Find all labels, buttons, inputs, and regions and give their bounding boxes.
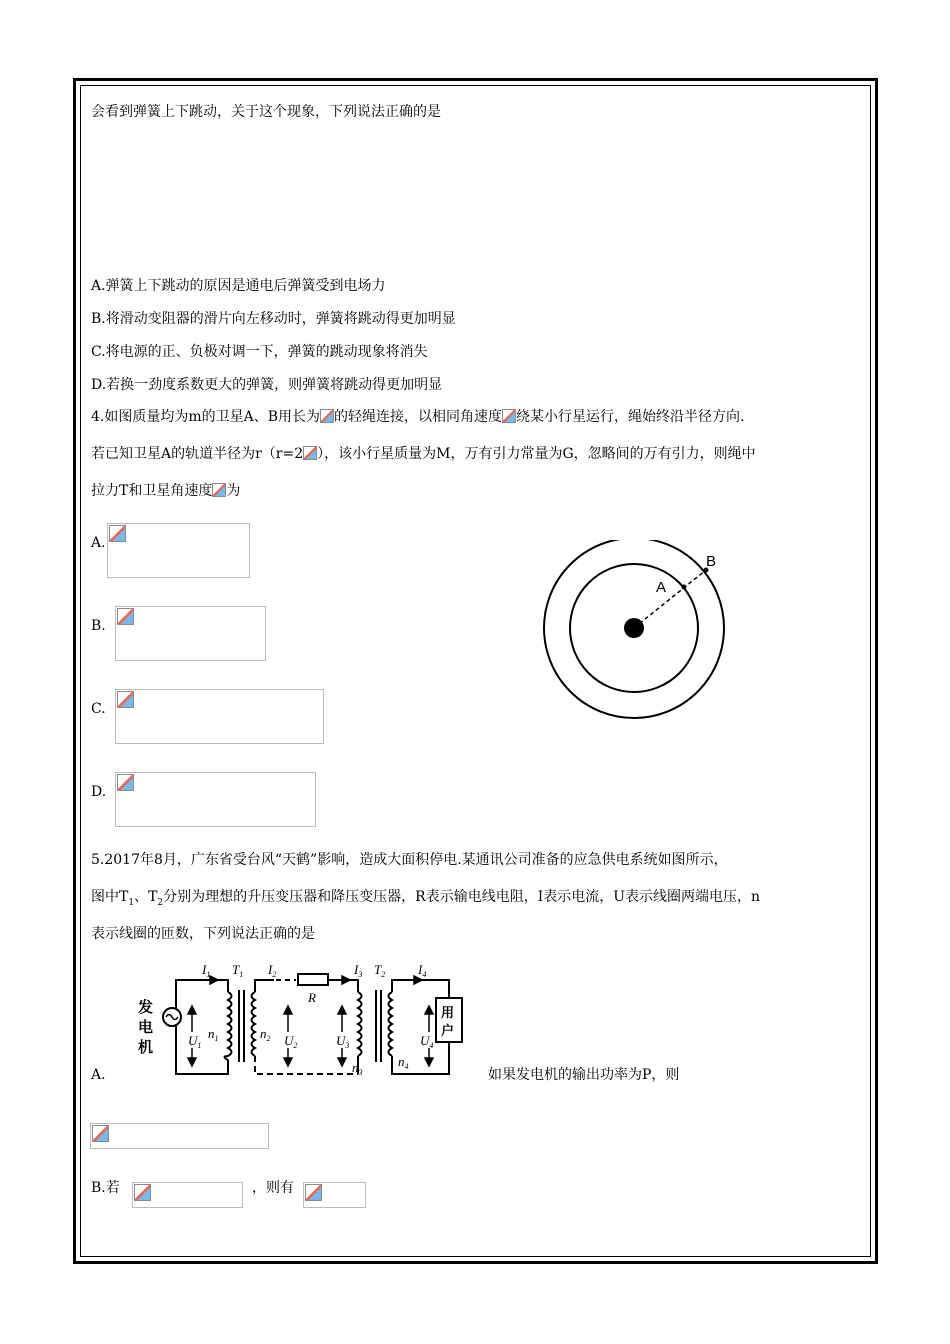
label-a: A [656,579,667,596]
q4-text: 为 [226,483,241,499]
q5-option-a-formula [90,1123,269,1149]
q5-option-a-label: A. [91,1067,106,1083]
broken-image-icon [92,1125,109,1142]
q4-option-c-label: C. [91,701,106,717]
q5-option-b-label: B.若 [91,1180,120,1196]
ac-source-icon [166,1015,178,1020]
q4-option-d-formula [115,772,316,827]
q3-stem: 会看到弹簧上下跳动，关于这个现象，下列说法正确的是 [91,104,441,120]
q4-option-d-label: D. [91,784,107,800]
q4-text: 绕某小行星运行，绳始终沿半径方向. [516,409,745,425]
satellite-a [682,585,687,590]
broken-image-icon [305,1184,322,1201]
q5-stem-line1: 5.2017年8月，广东省受台风“天鹤”影响，造成大面积停电.某通讯公司准备的应急供电系统如图所示， [91,852,728,868]
generator-label: 电 [138,1018,154,1036]
q4-stem-line1 [91,407,744,427]
q5-sub: 1 [128,897,135,908]
formula-image-icon [212,483,226,497]
i4-label: $I_4$ [418,962,427,979]
user-label: 用 [441,1006,455,1021]
broken-image-icon [117,608,134,625]
q3-option-a: A.弹簧上下跳动的原因是通电后弹簧受到电场力 [91,278,386,294]
label-b: B [706,553,717,570]
formula-image-icon [502,409,516,423]
n1-label: $n_1$ [208,1026,219,1043]
q4-option-b-formula [115,606,266,661]
generator-label: 机 [138,1038,154,1056]
q5-sub: 2 [157,897,164,908]
t1-label: $T_1$ [232,962,244,979]
q4-text: ），该小行星质量为M，万有引力常量为G，忽略间的万有引力，则绳中 [317,446,756,462]
user-label: 户 [441,1024,455,1039]
q4-option-a-formula [107,523,250,578]
q5-option-a-text: 如果发电机的输出功率为P，则 [488,1067,680,1083]
q4-text: 4.如图质量均为m的卫星A、B用长为 [91,409,321,425]
broken-image-icon [134,1184,151,1201]
q3-option-c: C.将电源的正、负极对调一下，弹簧的跳动现象将消失 [91,344,428,360]
q4-text: 拉力T和卫星角速度 [91,483,213,499]
q4-option-b-label: B. [91,618,106,634]
broken-image-icon [109,525,126,542]
t2-label: $T_2$ [374,962,386,979]
q4-text: 若已知卫星A的轨道半径为r（r=2 [91,446,304,462]
q4-stem-line2 [91,444,756,464]
n3-label: $n_3$ [352,1060,363,1077]
q5-stem-line2 [91,887,760,913]
u2-label: $U_2$ [284,1033,298,1050]
r-label: R [308,990,316,1005]
q4-option-a-label: A. [91,535,106,551]
u3-label: $U_3$ [336,1033,350,1050]
n4-label: $n_4$ [398,1054,409,1071]
broken-image-icon [117,691,134,708]
q4-option-c-formula [115,689,324,744]
generator-label: 发 [138,998,154,1016]
power-circuit-diagram [136,962,476,1082]
i2-label: $I_2$ [268,962,277,979]
u4-label: $U_4$ [420,1033,434,1050]
q5-stem-line3: 表示线圈的匝数，下列说法正确的是 [91,926,315,942]
q5-text: 图中T [91,889,129,905]
formula-image-icon [320,409,334,423]
n2-label: $n_2$ [260,1026,271,1043]
i1-label: $I_1$ [202,962,211,979]
i3-label: $I_3$ [354,962,363,979]
q5-option-b-mid: ，则有 [252,1180,294,1196]
q3-option-b: B.将滑动变阻器的滑片向左移动时，弹簧将跳动得更加明显 [91,311,456,327]
u1-label: $U_1$ [188,1033,202,1050]
q4-text: 的轻绳连接，以相同角速度 [334,409,503,425]
q5-text: 、T [134,889,158,905]
q5-text: 分别为理想的升压变压器和降压变压器，R表示输电线电阻，I表示电流，U表示线圈两端电压，n [163,889,761,905]
formula-image-icon [303,446,317,460]
orbit-figure [540,540,730,726]
q4-stem-line3 [91,481,240,501]
q3-option-d: D.若换一劲度系数更大的弹簧，则弹簧将跳动得更加明显 [91,377,443,393]
broken-image-icon [117,774,134,791]
rope-line [634,570,706,628]
